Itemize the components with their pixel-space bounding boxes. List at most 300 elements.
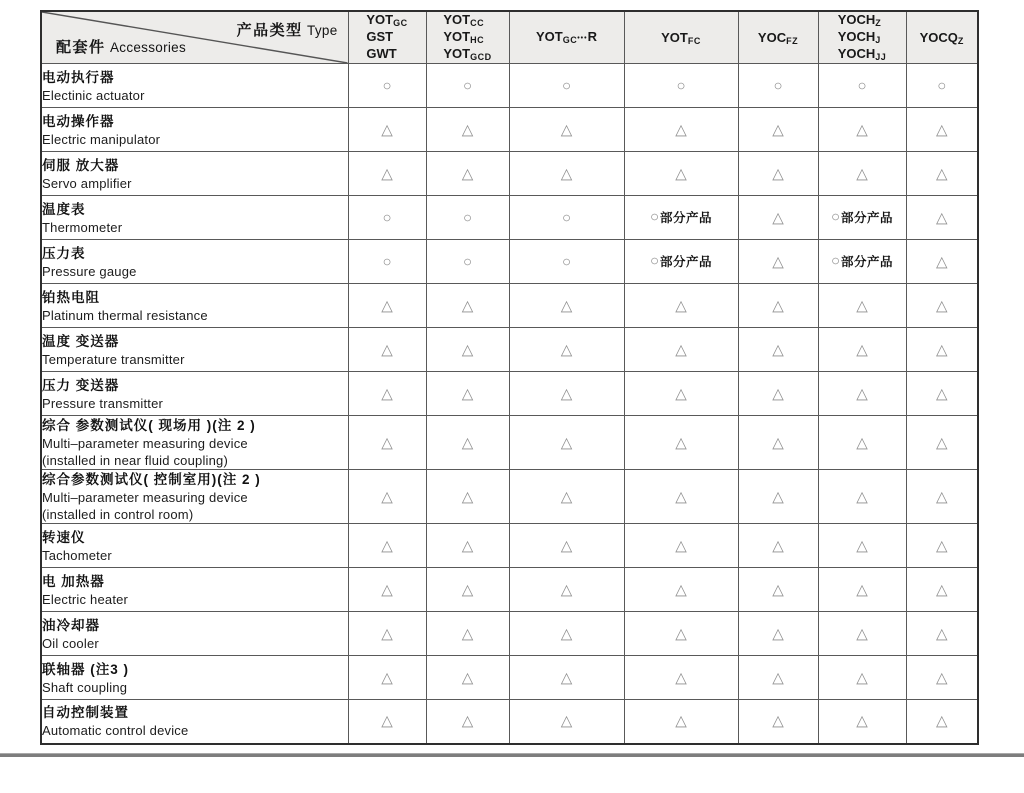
triangle-symbol: △ xyxy=(856,433,868,451)
accessory-name-en: Thermometer xyxy=(42,219,123,235)
table-row xyxy=(41,196,978,240)
triangle-symbol: △ xyxy=(675,164,687,182)
availability-cell-optional xyxy=(348,568,426,612)
availability-cell-optional xyxy=(818,108,906,152)
table-row xyxy=(41,372,978,416)
availability-cell-optional xyxy=(818,372,906,416)
model-code: YOCH xyxy=(837,46,876,61)
availability-cell-optional xyxy=(348,108,426,152)
model-code-sub: FZ xyxy=(786,35,799,46)
availability-cell-optional xyxy=(426,108,509,152)
column-header-yot-gc-r xyxy=(509,11,624,64)
triangle-symbol: △ xyxy=(381,536,393,554)
availability-cell-optional xyxy=(348,328,426,372)
triangle-symbol: △ xyxy=(461,384,474,402)
table-row xyxy=(41,108,978,152)
table-row xyxy=(41,284,978,328)
availability-cell-standard xyxy=(426,240,509,284)
model-code-sub: Z xyxy=(875,18,882,28)
availability-cell-optional xyxy=(624,152,738,196)
availability-cell-optional xyxy=(738,568,818,612)
triangle-symbol: △ xyxy=(772,580,784,598)
triangle-symbol: △ xyxy=(772,296,784,314)
accessory-name-cn: 压力表 xyxy=(42,245,86,261)
triangle-symbol: △ xyxy=(381,340,393,358)
availability-cell-optional xyxy=(509,656,624,700)
availability-cell-optional xyxy=(624,656,738,700)
accessory-name-cn: 自动控制装置 xyxy=(42,705,129,721)
availability-cell-optional xyxy=(906,240,978,284)
availability-cell-optional xyxy=(906,524,978,568)
accessory-name-cn: 伺服 放大器 xyxy=(42,157,120,173)
availability-cell-optional xyxy=(818,524,906,568)
availability-cell-standard xyxy=(818,64,906,108)
triangle-symbol: △ xyxy=(381,384,393,402)
table-row xyxy=(41,240,978,284)
column-header-yot-cc-hc-gcd xyxy=(426,11,509,64)
triangle-symbol: △ xyxy=(381,487,393,505)
accessory-label-cell xyxy=(41,64,348,108)
accessory-name-en-line2: (installed in control room) xyxy=(42,507,194,522)
availability-cell-optional xyxy=(624,524,738,568)
accessories-compatibility-table xyxy=(40,10,979,745)
availability-cell-standard xyxy=(348,64,426,108)
table-row xyxy=(41,656,978,700)
triangle-symbol: △ xyxy=(381,668,393,686)
model-code-sub: FC xyxy=(687,35,701,46)
model-code: GWT xyxy=(366,46,397,61)
circle-symbol: ○ xyxy=(830,252,841,270)
availability-cell-optional xyxy=(509,108,624,152)
triangle-symbol: △ xyxy=(675,340,687,358)
accessory-label-cell xyxy=(41,372,348,416)
availability-cell-standard xyxy=(509,240,624,284)
triangle-symbol: △ xyxy=(772,384,784,402)
model-code: YOCH xyxy=(837,29,876,44)
triangle-symbol: △ xyxy=(461,580,474,598)
triangle-symbol: △ xyxy=(675,580,687,598)
availability-cell-optional xyxy=(738,328,818,372)
triangle-symbol: △ xyxy=(675,384,687,402)
model-code-sub: Z xyxy=(957,35,964,46)
corner-type-label xyxy=(237,19,338,40)
type-label-cn: 产品类型 xyxy=(236,22,303,39)
triangle-symbol: △ xyxy=(935,384,948,402)
circle-symbol: ○ xyxy=(937,76,947,94)
triangle-symbol: △ xyxy=(675,712,687,730)
availability-cell-optional xyxy=(624,108,738,152)
model-code: YOT xyxy=(661,29,688,45)
availability-cell-optional xyxy=(348,612,426,656)
triangle-symbol: △ xyxy=(461,433,474,451)
availability-cell-optional xyxy=(509,612,624,656)
triangle-symbol: △ xyxy=(461,668,474,686)
triangle-symbol: △ xyxy=(856,624,868,642)
availability-cell-optional xyxy=(426,152,509,196)
accessory-name-cn: 压力 变送器 xyxy=(42,377,120,393)
triangle-symbol: △ xyxy=(560,624,573,642)
availability-cell-optional xyxy=(624,568,738,612)
triangle-symbol: △ xyxy=(675,296,687,314)
model-code: YOC xyxy=(757,29,787,45)
availability-cell-optional xyxy=(624,700,738,744)
triangle-symbol: △ xyxy=(856,712,868,730)
triangle-symbol: △ xyxy=(935,433,948,451)
accessory-name-en: Automatic control device xyxy=(42,723,189,739)
model-code-sub: JJ xyxy=(875,52,887,62)
triangle-symbol: △ xyxy=(560,668,573,686)
model-code: YOCH xyxy=(837,12,876,27)
availability-cell-optional xyxy=(738,700,818,744)
accessory-name-cn: 综合参数测试仪( 控制室用)(注 2 ) xyxy=(42,472,261,487)
model-code-sub: GC xyxy=(562,35,578,45)
availability-cell-standard xyxy=(426,64,509,108)
accessory-name-cn: 铂热电阻 xyxy=(42,289,100,305)
circle-symbol: ○ xyxy=(382,208,392,226)
availability-cell-optional xyxy=(906,196,978,240)
model-code-sub: J xyxy=(875,35,881,45)
column-header-yoch-z-j-jj xyxy=(818,11,906,64)
triangle-symbol: △ xyxy=(935,712,948,730)
availability-cell-optional xyxy=(426,416,509,470)
triangle-symbol: △ xyxy=(675,120,687,138)
availability-cell-optional xyxy=(624,416,738,470)
triangle-symbol: △ xyxy=(675,433,687,451)
triangle-symbol: △ xyxy=(856,164,868,182)
accessory-name-cn: 温度表 xyxy=(42,201,86,217)
header-row xyxy=(41,11,978,64)
triangle-symbol: △ xyxy=(381,164,393,182)
partial-product-label: 部分产品 xyxy=(841,211,894,226)
accessory-name-en: Shaft coupling xyxy=(42,679,128,695)
availability-cell-optional xyxy=(509,284,624,328)
model-code: YOT xyxy=(443,12,471,27)
accessory-name-en: Tachometer xyxy=(42,547,112,563)
availability-cell-optional xyxy=(906,470,978,524)
availability-cell-optional xyxy=(509,152,624,196)
circle-symbol: ○ xyxy=(382,76,392,94)
triangle-symbol: △ xyxy=(935,164,948,182)
accessory-label-cell xyxy=(41,568,348,612)
corner-accessories-label xyxy=(56,36,186,57)
availability-cell-optional xyxy=(906,152,978,196)
triangle-symbol: △ xyxy=(856,384,868,402)
circle-symbol: ○ xyxy=(462,208,473,226)
triangle-symbol: △ xyxy=(856,668,868,686)
accessory-name-en: Pressure transmitter xyxy=(42,395,164,411)
availability-cell-optional xyxy=(738,470,818,524)
accessory-name-cn: 联轴器 (注3 ) xyxy=(42,661,130,677)
triangle-symbol: △ xyxy=(461,120,474,138)
accessories-label-en: Accessories xyxy=(109,40,187,55)
availability-cell-optional xyxy=(738,152,818,196)
triangle-symbol: △ xyxy=(935,624,948,642)
availability-cell-optional xyxy=(738,196,818,240)
model-code: YOT xyxy=(366,12,394,27)
circle-symbol: ○ xyxy=(649,208,660,226)
availability-cell-optional xyxy=(906,700,978,744)
availability-cell-standard xyxy=(624,64,738,108)
triangle-symbol: △ xyxy=(675,487,687,505)
triangle-symbol: △ xyxy=(935,487,948,505)
circle-symbol: ○ xyxy=(382,252,392,270)
triangle-symbol: △ xyxy=(935,668,948,686)
availability-cell-optional xyxy=(906,568,978,612)
triangle-symbol: △ xyxy=(935,580,948,598)
column-header-yoc-fz xyxy=(738,11,818,64)
triangle-symbol: △ xyxy=(772,536,784,554)
triangle-symbol: △ xyxy=(560,536,573,554)
model-code-sub: GCD xyxy=(470,52,492,62)
circle-symbol: ○ xyxy=(830,208,841,226)
triangle-symbol: △ xyxy=(856,487,868,505)
availability-cell-optional xyxy=(348,416,426,470)
accessory-name-cn: 电动执行器 xyxy=(42,69,115,85)
accessory-name-en: Pressure gauge xyxy=(42,263,137,279)
accessory-label-cell xyxy=(41,656,348,700)
accessory-name-cn: 油冷却器 xyxy=(42,617,100,633)
triangle-symbol: △ xyxy=(935,120,948,138)
table-row xyxy=(41,328,978,372)
accessory-name-cn: 转速仪 xyxy=(42,529,86,545)
accessories-label-cn: 配套件 xyxy=(56,39,106,56)
triangle-symbol: △ xyxy=(560,384,573,402)
availability-cell-optional xyxy=(509,568,624,612)
circle-symbol: ○ xyxy=(649,252,660,270)
table-row xyxy=(41,152,978,196)
accessory-name-en: Electinic actuator xyxy=(42,87,145,103)
triangle-symbol: △ xyxy=(935,340,948,358)
circle-symbol: ○ xyxy=(857,76,867,94)
model-code-dots: ••• xyxy=(577,35,588,42)
triangle-symbol: △ xyxy=(772,712,784,730)
availability-cell-optional xyxy=(426,372,509,416)
model-code-sub: CC xyxy=(470,18,485,28)
accessory-label-cell xyxy=(41,328,348,372)
availability-cell-optional xyxy=(426,700,509,744)
triangle-symbol: △ xyxy=(461,296,474,314)
accessory-label-cell xyxy=(41,284,348,328)
accessory-name-en: Temperature transmitter xyxy=(42,351,185,367)
triangle-symbol: △ xyxy=(935,252,948,270)
triangle-symbol: △ xyxy=(772,624,784,642)
accessory-name-cn: 电动操作器 xyxy=(42,113,115,129)
triangle-symbol: △ xyxy=(461,487,474,505)
availability-cell-optional xyxy=(818,152,906,196)
triangle-symbol: △ xyxy=(560,487,573,505)
circle-symbol: ○ xyxy=(462,76,473,94)
availability-cell-optional xyxy=(624,612,738,656)
availability-cell-optional xyxy=(624,328,738,372)
availability-cell-optional xyxy=(818,284,906,328)
triangle-symbol: △ xyxy=(381,624,393,642)
availability-cell-optional xyxy=(624,284,738,328)
availability-cell-optional xyxy=(818,568,906,612)
triangle-symbol: △ xyxy=(560,164,573,182)
availability-cell-optional xyxy=(509,372,624,416)
circle-symbol: ○ xyxy=(773,76,783,94)
availability-cell-optional xyxy=(426,284,509,328)
availability-cell-optional xyxy=(348,656,426,700)
model-code: YOT xyxy=(536,29,563,44)
triangle-symbol: △ xyxy=(772,340,784,358)
accessory-label-cell xyxy=(41,470,348,524)
triangle-symbol: △ xyxy=(772,252,784,270)
triangle-symbol: △ xyxy=(856,536,868,554)
availability-cell-optional xyxy=(348,284,426,328)
accessory-label-cell xyxy=(41,612,348,656)
table-row xyxy=(41,416,978,470)
availability-cell-optional xyxy=(818,700,906,744)
accessory-label-cell xyxy=(41,152,348,196)
availability-cell-optional xyxy=(906,416,978,470)
availability-cell-optional xyxy=(738,240,818,284)
triangle-symbol: △ xyxy=(560,340,573,358)
triangle-symbol: △ xyxy=(856,120,868,138)
availability-cell-optional xyxy=(906,612,978,656)
accessory-label-cell xyxy=(41,524,348,568)
triangle-symbol: △ xyxy=(772,208,784,226)
accessory-label-cell xyxy=(41,196,348,240)
availability-cell-optional xyxy=(818,612,906,656)
availability-cell-optional xyxy=(348,524,426,568)
partial-product-label: 部分产品 xyxy=(841,255,894,270)
availability-cell-optional xyxy=(738,524,818,568)
partial-product-label: 部分产品 xyxy=(660,255,713,270)
model-code-sub: HC xyxy=(470,35,485,45)
model-code-tail: R xyxy=(587,29,597,44)
availability-cell-optional xyxy=(509,700,624,744)
availability-cell-optional xyxy=(426,470,509,524)
triangle-symbol: △ xyxy=(381,580,393,598)
triangle-symbol: △ xyxy=(772,668,784,686)
availability-cell-partial xyxy=(818,240,906,284)
availability-cell-optional xyxy=(509,416,624,470)
accessory-name-cn: 温度 变送器 xyxy=(42,333,120,349)
triangle-symbol: △ xyxy=(560,120,573,138)
triangle-symbol: △ xyxy=(381,120,393,138)
availability-cell-optional xyxy=(426,568,509,612)
triangle-symbol: △ xyxy=(935,296,948,314)
availability-cell-partial xyxy=(818,196,906,240)
availability-cell-optional xyxy=(426,328,509,372)
triangle-symbol: △ xyxy=(461,624,474,642)
availability-cell-optional xyxy=(348,372,426,416)
accessory-name-en: Servo amplifier xyxy=(42,175,132,191)
accessory-label-cell xyxy=(41,700,348,744)
availability-cell-partial xyxy=(624,196,738,240)
triangle-symbol: △ xyxy=(935,536,948,554)
triangle-symbol: △ xyxy=(461,340,474,358)
accessory-name-en: Multi–parameter measuring device xyxy=(42,490,248,505)
triangle-symbol: △ xyxy=(935,208,948,226)
accessory-name-en: Oil cooler xyxy=(42,635,99,651)
triangle-symbol: △ xyxy=(772,120,784,138)
availability-cell-optional xyxy=(738,656,818,700)
model-code: YOT xyxy=(443,29,471,44)
triangle-symbol: △ xyxy=(560,296,573,314)
triangle-symbol: △ xyxy=(381,433,393,451)
triangle-symbol: △ xyxy=(461,712,474,730)
accessory-name-cn: 电 加热器 xyxy=(42,573,105,589)
triangle-symbol: △ xyxy=(675,668,687,686)
partial-product-label: 部分产品 xyxy=(660,211,713,226)
availability-cell-partial xyxy=(624,240,738,284)
availability-cell-optional xyxy=(906,108,978,152)
triangle-symbol: △ xyxy=(675,624,687,642)
triangle-symbol: △ xyxy=(560,712,573,730)
availability-cell-standard xyxy=(509,196,624,240)
accessory-name-en: Electric manipulator xyxy=(42,131,161,147)
availability-cell-optional xyxy=(906,372,978,416)
availability-cell-optional xyxy=(818,470,906,524)
corner-cell xyxy=(41,11,348,64)
accessory-name-en: Platinum thermal resistance xyxy=(42,307,208,323)
accessory-label-cell xyxy=(41,416,348,470)
model-code: YOT xyxy=(443,46,471,61)
availability-cell-optional xyxy=(738,108,818,152)
table-row xyxy=(41,470,978,524)
model-code: YOCQ xyxy=(919,29,958,45)
triangle-symbol: △ xyxy=(381,296,393,314)
availability-cell-optional xyxy=(348,470,426,524)
triangle-symbol: △ xyxy=(856,580,868,598)
availability-cell-optional xyxy=(738,372,818,416)
availability-cell-optional xyxy=(818,416,906,470)
table-row xyxy=(41,568,978,612)
model-code: GST xyxy=(366,29,394,44)
availability-cell-optional xyxy=(818,656,906,700)
availability-cell-optional xyxy=(738,612,818,656)
triangle-symbol: △ xyxy=(560,433,573,451)
accessory-label-cell xyxy=(41,108,348,152)
availability-cell-optional xyxy=(906,284,978,328)
availability-cell-optional xyxy=(509,524,624,568)
column-header-yot-gc-gst-gwt xyxy=(348,11,426,64)
triangle-symbol: △ xyxy=(675,536,687,554)
accessory-name-en-line2: (installed in near fluid coupling) xyxy=(42,453,229,468)
table-row xyxy=(41,612,978,656)
column-header-yot-fc xyxy=(624,11,738,64)
column-header-yocq-z xyxy=(906,11,978,64)
accessory-label-cell xyxy=(41,240,348,284)
table-row xyxy=(41,524,978,568)
availability-cell-optional xyxy=(426,656,509,700)
circle-symbol: ○ xyxy=(561,208,572,226)
availability-cell-optional xyxy=(509,328,624,372)
availability-cell-optional xyxy=(348,152,426,196)
availability-cell-standard xyxy=(348,240,426,284)
availability-cell-optional xyxy=(624,372,738,416)
triangle-symbol: △ xyxy=(560,580,573,598)
circle-symbol: ○ xyxy=(462,252,473,270)
circle-symbol: ○ xyxy=(561,76,572,94)
triangle-symbol: △ xyxy=(772,164,784,182)
availability-cell-optional xyxy=(818,328,906,372)
availability-cell-standard xyxy=(348,196,426,240)
availability-cell-optional xyxy=(906,328,978,372)
availability-cell-standard xyxy=(738,64,818,108)
accessory-name-en: Electric heater xyxy=(42,591,129,607)
availability-cell-optional xyxy=(624,470,738,524)
triangle-symbol: △ xyxy=(381,712,393,730)
table-row xyxy=(41,64,978,108)
availability-cell-optional xyxy=(509,470,624,524)
page-bottom-rule xyxy=(0,753,1024,757)
triangle-symbol: △ xyxy=(772,433,784,451)
triangle-symbol: △ xyxy=(856,340,868,358)
availability-cell-standard xyxy=(509,64,624,108)
